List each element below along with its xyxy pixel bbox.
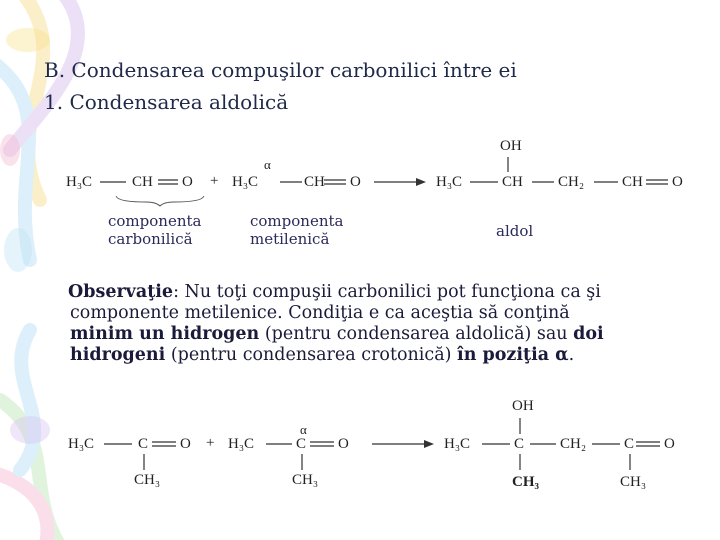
label-carbonyl-component: componenta carbonilică [108, 212, 202, 248]
p2-oh: OH [512, 398, 534, 414]
observation-line-3: minim un hidrogen (pentru condensarea aldolică) sau doi [70, 324, 604, 344]
heading-line-2: 1. Condensarea aldolică [44, 90, 289, 114]
p2-h3c: H₃C [444, 436, 471, 452]
label-aldol-product: aldol [496, 222, 534, 240]
p2-ch3-b: CH₃ [620, 474, 647, 490]
plus-sign-2: + [206, 435, 215, 451]
alpha-label-2: α [300, 422, 307, 437]
p2-c1: C [514, 436, 525, 452]
r3-o: O [180, 436, 191, 452]
p1-ch2: CH₂ [558, 174, 585, 190]
r2-h3c: H₃C [232, 174, 259, 190]
p1-ch: CH [502, 174, 523, 190]
r3-ch3: CH₃ [134, 472, 161, 488]
observation-lead: Observaţie [68, 282, 174, 302]
label-methylene-component: componenta metilenică [250, 212, 344, 248]
p1-ch-end: CH [622, 174, 643, 190]
p2-c2: C [624, 436, 635, 452]
p2-o: O [664, 436, 675, 452]
r3-h3c: H₃C [68, 436, 95, 452]
observation-line-4: hidrogeni (pentru condensarea crotonică) în poziţia α. [70, 345, 575, 365]
r4-ch3: CH₃ [292, 472, 319, 488]
p2-ch3-a: CH₃ [512, 474, 539, 490]
p1-oh: OH [500, 138, 522, 154]
r2-o: O [350, 174, 361, 190]
r1-ch: CH [132, 174, 153, 190]
observation-line-1: Observaţie: Nu toţi compuşii carbonilici pot funcţiona ca şi [68, 282, 601, 302]
heading-line-1: B. Condensarea compuşilor carbonilici între ei [44, 58, 517, 82]
r1-o: O [182, 174, 193, 190]
r2-ch: CH [304, 174, 325, 190]
r4-c: C [296, 436, 307, 452]
p1-h3c: H₃C [436, 174, 463, 190]
p1-o: O [672, 174, 683, 190]
r4-h3c: H₃C [228, 436, 255, 452]
alpha-label: α [264, 157, 271, 172]
observation-line-2: componente metilenice. Condiţia e ca aceştia să conţină [70, 303, 570, 323]
r3-c: C [138, 436, 149, 452]
p2-ch2: CH₂ [560, 436, 587, 452]
r4-o: O [338, 436, 349, 452]
r1-h3c: H₃C [66, 174, 93, 190]
plus-sign: + [210, 173, 219, 189]
